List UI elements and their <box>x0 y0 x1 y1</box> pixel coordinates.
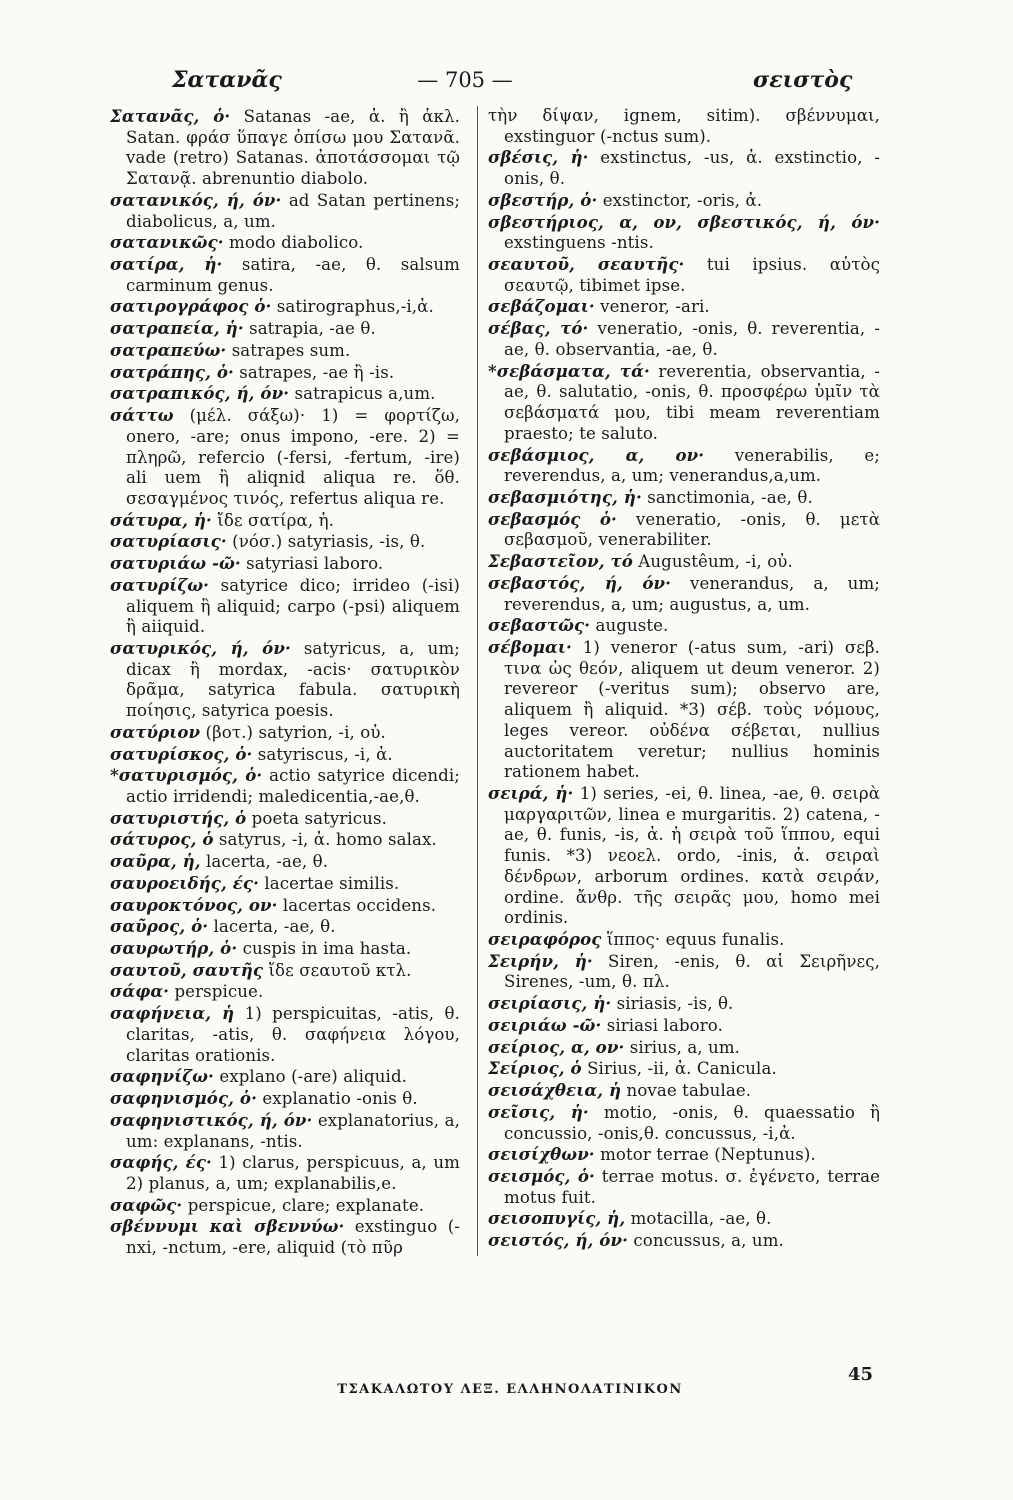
signature-mark: 45 <box>848 1364 874 1385</box>
entry-definition: ἴδε σεαυτοῦ κτλ. <box>268 960 412 980</box>
dictionary-entry <box>110 340 460 362</box>
entry-headword: σεβασμιότης, ἡ· <box>488 486 642 507</box>
dictionary-entry <box>110 1003 460 1066</box>
dictionary-entry <box>488 190 880 212</box>
entry-definition: exstinguo (-nxi, -nctum, -ere, aliquid (τὸ πῦρ <box>126 1217 460 1258</box>
entry-headword: σεισίχθων· <box>488 1144 595 1165</box>
entry-headword: σατίρα, ἡ· <box>110 254 223 275</box>
entry-headword: σατανικός, ή, όν· <box>110 189 282 210</box>
dictionary-entry <box>110 638 460 722</box>
entry-definition: novae tabulae. <box>626 1081 752 1101</box>
entry-headword: σειρίασις, ἡ· <box>488 993 612 1014</box>
entry-definition: lacerta, -ae, θ. <box>206 852 329 872</box>
entry-definition: terrae motus. σ. ἐγένετο, terrae motus fuit. <box>504 1166 881 1207</box>
entry-headword: σεισοπυγίς, ἡ, <box>488 1208 626 1229</box>
entry-headword: σαφής, ές· <box>110 1152 212 1173</box>
entry-headword: σεβαστῶς· <box>488 615 591 636</box>
entry-headword: σαφηνίζω· <box>110 1066 214 1087</box>
entry-definition: satyricus, a, um; dicax ἢ mordax, -acis· σατυρικὸν δρᾶμα, satyrica fabula. σατυρικὴ ποίησις, satyrica poesis. <box>126 638 460 721</box>
dictionary-entry <box>110 916 460 938</box>
dictionary-entry <box>110 106 460 190</box>
entry-definition: siriasi laboro. <box>606 1015 723 1035</box>
entry-headword: Σειρήν, ἡ· <box>488 950 593 971</box>
entry-headword: σαυροκτόνος, ον· <box>110 894 278 915</box>
dictionary-entry <box>488 1037 880 1059</box>
entry-definition: exstinguens -ntis. <box>504 233 654 253</box>
dictionary-entry <box>488 615 880 637</box>
dictionary-entry <box>110 190 460 232</box>
dictionary-entry <box>110 232 460 254</box>
page-number: — 705 — <box>417 68 513 92</box>
page-footer: ΤΣΑΚΑΛΩΤΟΥ ΛΕΞ. ΕΛΛΗΝΟΛΑΤΙΝΙΚΟΝ <box>337 1382 683 1397</box>
dictionary-entry <box>488 361 880 445</box>
dictionary-entry <box>488 1166 880 1208</box>
dictionary-entry <box>488 212 880 254</box>
dictionary-entry <box>488 951 880 993</box>
dictionary-entry <box>110 575 460 638</box>
entry-definition: motacilla, -ae, θ. <box>630 1209 772 1229</box>
entry-headword: σεβαστός, ή, όν· <box>488 572 671 593</box>
entry-definition: explano (-are) aliquid. <box>219 1067 408 1087</box>
entry-definition: satrapes, -ae ἢ -is. <box>239 362 395 382</box>
entry-definition: poeta satyricus. <box>251 808 387 828</box>
entry-headword: *σεβάσματα, τά· <box>488 360 650 381</box>
entry-definition: veneratio, -onis, θ. reverentia, -ae, θ. observantia, -ae, θ. <box>504 319 881 359</box>
entry-definition: siriasis, -is, θ. <box>616 994 734 1014</box>
entry-headword: σβεστήρ, ὁ· <box>488 189 598 210</box>
dictionary-entry <box>488 1058 880 1080</box>
dictionary-entry <box>110 405 460 510</box>
dictionary-entry <box>110 808 460 830</box>
entry-headword: σατυριστής, ὁ <box>110 807 247 828</box>
entry-headword: σαῦρος, ὁ· <box>110 916 209 937</box>
entry-definition: reverentia, observantia, -ae, θ. salutatio, -onis, θ. προσφέρω ὑμῖν τὰ σεβάσματά μου, tibi meam reverentiam praesto; te saluto. <box>504 361 881 443</box>
dictionary-entry <box>488 487 880 509</box>
dictionary-entry <box>488 1080 880 1102</box>
entry-definition: perspicue. <box>174 982 264 1002</box>
dictionary-entry <box>110 1216 460 1258</box>
entry-headword: σβεστήριος, α, ον, σβεστικός, ή, όν· <box>488 211 880 232</box>
entry-definition: lacerta, -ae, θ. <box>213 917 336 937</box>
entry-definition: satyriscus, -i, ἀ. <box>257 744 393 764</box>
dictionary-entry <box>110 981 460 1003</box>
entry-headword: σαυροειδής, ές· <box>110 872 259 893</box>
entry-headword: σεαυτοῦ, σεαυτῆς· <box>488 254 685 275</box>
entry-headword: σάφα· <box>110 981 170 1002</box>
entry-headword: σέβομαι· <box>488 636 572 657</box>
dictionary-entry <box>110 873 460 895</box>
entry-headword: σεβάζομαι· <box>488 296 595 317</box>
entry-definition: (βοτ.) satyrion, -i, οὐ. <box>205 722 386 742</box>
entry-definition: modo diabolico. <box>228 233 364 253</box>
entry-headword: σατυρίασις· <box>110 531 227 552</box>
dictionary-entry <box>110 362 460 384</box>
entry-headword: σειριάω -ῶ· <box>488 1014 602 1035</box>
entry-headword: *σατυρισμός, ὁ· <box>110 765 263 786</box>
dictionary-entry <box>488 1144 880 1166</box>
entry-headword: σατραπεία, ἡ· <box>110 318 244 339</box>
dictionary-entry <box>488 509 880 551</box>
left-column <box>110 106 460 1259</box>
entry-definition: Sirius, -ii, ἀ. Canicula. <box>587 1059 777 1079</box>
dictionary-entry <box>110 938 460 960</box>
entry-definition: exstinctor, -oris, ἀ. <box>602 190 763 210</box>
entry-definition: 1) series, -ei, θ. linea, -ae, θ. σειρὰ μαργαριτῶν, linea e murgaritis. 2) catena, -ae, θ. funis, -is, ἀ. ἡ σειρὰ τοῦ ἵππου, equi funis. *3) νεοελ. ordo, -inis, ἀ. σειραὶ δένδρων, arborum ordines. κατὰ σειράν, ordine. ἄνθρ. τῆς σειρᾶς μου, homo mei ordinis. <box>504 784 881 928</box>
dictionary-entry <box>488 318 880 360</box>
entry-definition: sirius, a, um. <box>629 1037 741 1057</box>
entry-headword: σατυρίζω· <box>110 574 210 595</box>
right-column <box>488 106 880 1252</box>
entry-headword: σβέσις, ἡ· <box>488 147 589 168</box>
entry-headword: σεβασμός ὁ· <box>488 508 617 529</box>
entry-headword: σεῖσις, ἡ· <box>488 1101 589 1122</box>
dictionary-entry <box>110 722 460 744</box>
entry-definition: explanatorius, a, um: explanans, -ntis. <box>126 1110 460 1151</box>
entry-definition: (μέλ. σάξω)· 1) = φορτίζω, onero, -are; onus impono, -ere. 2) = πληρῶ, refercio (-fersi, -fertum, -ire) ali uem ἢ aliqnid aliqua re. ὅθ. σεσαγμένος τινός, refertus aliqua re. <box>126 406 460 508</box>
dictionary-entry <box>110 318 460 340</box>
entry-definition: explanatio -onis θ. <box>262 1089 418 1109</box>
entry-headword: σέβας, τό· <box>488 318 589 339</box>
entry-headword: σεβάσμιος, α, ον· <box>488 444 705 465</box>
entry-definition: perspicue, clare; explanate. <box>187 1195 425 1215</box>
dictionary-entry <box>110 1088 460 1110</box>
entry-headword: σατραπεύω· <box>110 339 227 360</box>
entry-headword: σαφήνεια, ἡ <box>110 1003 235 1024</box>
dictionary-entry <box>488 783 880 929</box>
dictionary-entry <box>110 851 460 873</box>
entry-headword: σαφῶς· <box>110 1194 183 1215</box>
dictionary-entry <box>488 147 880 189</box>
dictionary-entry <box>110 254 460 296</box>
entry-headword: σαυτοῦ, σαυτῆς <box>110 959 264 980</box>
entry-headword: σατυρίσκος, ὁ· <box>110 743 253 764</box>
entry-definition: lacertae similis. <box>264 873 400 893</box>
dictionary-entry <box>110 960 460 982</box>
entry-definition: Satanas -ae, ἀ. ἢ ἀκλ. Satan. φράσ ὕπαγε ὀπίσω μου Σατανᾶ. vade (retro) Satanas. ἀποτάσσομαι τῷ Σατανᾷ. abrenuntio diabolo. <box>126 107 461 189</box>
dictionary-entry <box>488 1015 880 1037</box>
dictionary-entry <box>488 637 880 783</box>
dictionary-entry <box>110 744 460 766</box>
entry-definition: satirographus,-i,ἀ. <box>276 297 434 317</box>
dictionary-entry <box>110 383 460 405</box>
dictionary-entry <box>488 929 880 951</box>
dictionary-entry <box>110 1110 460 1152</box>
entry-definition: veneratio, -onis, θ. μετὰ σεβασμοῦ, venerabiliter. <box>504 509 880 550</box>
entry-headword: σατιρογράφος ὁ· <box>110 296 272 317</box>
entry-headword: σεισάχθεια, ἡ <box>488 1080 622 1101</box>
entry-headword: Σατανᾶς, ὁ· <box>110 106 231 126</box>
entry-headword: σειστός, ή, όν· <box>488 1230 628 1251</box>
entry-definition: tui ipsius. αὐτὸς σεαυτῷ, tibimet ipse. <box>504 255 880 295</box>
entry-headword: σατανικῶς· <box>110 232 224 253</box>
dictionary-entry <box>110 296 460 318</box>
dictionary-entry <box>488 1230 880 1252</box>
entry-definition: satyrice dico; irrideo (-isi) aliquem ἢ aliquid; carpo (-psi) aliquem ἢ aiiquid. <box>126 575 460 637</box>
dictionary-entry <box>488 551 880 573</box>
entry-definition: 1) perspicuitas, -atis, θ. claritas, -atis, θ. σαφήνεια λόγου, claritas orationis. <box>126 1004 461 1065</box>
entry-headword: σάτυρα, ἡ· <box>110 509 212 530</box>
dictionary-entry <box>110 1195 460 1217</box>
entry-definition: (νόσ.) satyriasis, -is, θ. <box>232 532 426 552</box>
running-head-right: σειστὸς <box>753 67 853 93</box>
entry-definition: ἴδε σατίρα, ἡ. <box>217 510 334 530</box>
entry-headword: σατυρικός, ή, όν· <box>110 637 291 658</box>
dictionary-entry <box>488 445 880 487</box>
dictionary-entry <box>110 1152 460 1194</box>
entry-definition: sanctimonia, -ae, θ. <box>647 487 813 507</box>
entry-definition: τὴν δίψαν, ignem, sitim). σβέννυμαι, exstinguor (-nctus sum). <box>488 106 880 146</box>
entry-definition: cuspis in ima hasta. <box>242 939 412 959</box>
entry-definition: concussus, a, um. <box>633 1231 784 1251</box>
entry-headword: σατύριον <box>110 721 201 742</box>
dictionary-entry <box>110 553 460 575</box>
entry-definition: auguste. <box>595 616 669 636</box>
column-divider <box>477 106 478 1256</box>
entry-headword: σατραπικός, ή, όν· <box>110 383 290 404</box>
entry-definition: satyrus, -i, ἀ. homo salax. <box>218 830 437 850</box>
entry-headword: σείριος, α, ον· <box>488 1036 625 1057</box>
dictionary-entry <box>110 1066 460 1088</box>
entry-definition: veneror, -ari. <box>600 297 710 317</box>
entry-headword: σάττω <box>110 405 174 426</box>
entry-definition: ἵππος· equus funalis. <box>606 930 785 950</box>
entry-headword: Σείριος, ὁ <box>488 1058 582 1079</box>
entry-definition: Augustêum, -i, οὐ. <box>638 552 793 572</box>
dictionary-entry <box>488 1102 880 1144</box>
entry-definition: satrapes sum. <box>231 340 351 360</box>
entry-definition: satira, -ae, θ. salsum carminum genus. <box>126 255 460 295</box>
entry-headword: σεισμός, ὁ· <box>488 1165 595 1186</box>
entry-definition: ad Satan pertinens; diabolicus, a, um. <box>126 190 461 231</box>
entry-definition: 1) veneror (-atus sum, -ari) σεβ. τινα ὡς θεόν, aliquem ut deum veneror. 2) revereor (-veritus sum); observo are, aliquem ἢ aliquid. *3) σέβ. τοὺς νόμους, leges vereor. οὐδένα σέβεται, nullius auctoritatem veretur; nullius hominis rationem habet. <box>504 637 881 782</box>
dictionary-entry <box>110 510 460 532</box>
entry-headword: σαυρωτήρ, ὁ· <box>110 938 238 959</box>
dictionary-entry <box>110 531 460 553</box>
dictionary-entry <box>488 254 880 296</box>
entry-headword: σειραφόρος <box>488 929 602 950</box>
entry-definition: lacertas occidens. <box>282 895 437 915</box>
entry-headword: σειρά, ἡ· <box>488 783 574 803</box>
dictionary-entry <box>488 296 880 318</box>
entry-definition: venerabilis, e; reverendus, a, um; venerandus,a,um. <box>504 445 880 486</box>
entry-definition: 1) clarus, perspicuus, a, um 2) planus, a, um; explanabilis,e. <box>126 1153 461 1193</box>
dictionary-entry <box>110 765 460 807</box>
entry-definition: exstinctus, -us, ἀ. exstinctio, -onis, θ. <box>504 148 880 189</box>
entry-headword: σαῦρα, ἡ, <box>110 851 201 872</box>
entry-headword: Σεβαστεῖον, τό <box>488 551 633 572</box>
entry-headword: σαφηνιστικός, ή, όν· <box>110 1109 313 1130</box>
entry-definition: actio satyrice dicendi; actio irridendi; maledicentia,-ae,θ. <box>126 766 460 806</box>
entry-definition: motor terrae (Neptunus). <box>600 1145 816 1165</box>
dictionary-entry <box>488 993 880 1015</box>
entry-headword: σατράπης, ὁ· <box>110 361 234 382</box>
dictionary-entry <box>110 829 460 851</box>
entry-headword: σάτυρος, ὁ <box>110 829 214 850</box>
entry-definition: Siren, -enis, θ. αἱ Σειρῆνες, Sirenes, -um, θ. πλ. <box>504 951 881 992</box>
entry-definition: satyriasi laboro. <box>246 554 384 574</box>
entry-definition: satrapia, -ae θ. <box>249 319 376 339</box>
entry-definition: venerandus, a, um; reverendus, a, um; augustus, a, um. <box>504 573 880 614</box>
entry-headword: σβέννυμι καὶ σβεννύω· <box>110 1216 345 1237</box>
entry-headword: σατυριάω -ῶ· <box>110 553 241 574</box>
entry-headword: σαφηνισμός, ὁ· <box>110 1088 257 1109</box>
running-head-left: Σατανᾶς <box>172 67 282 93</box>
dictionary-entry <box>110 895 460 917</box>
entry-definition: satrapicus a,um. <box>294 384 436 404</box>
dictionary-entry <box>488 573 880 615</box>
dictionary-entry <box>488 1208 880 1230</box>
dictionary-entry <box>488 106 880 147</box>
entry-definition: motio, -onis, θ. quaessatio ἢ concussio, -onis,θ. concussus, -i,ἀ. <box>504 1102 880 1143</box>
